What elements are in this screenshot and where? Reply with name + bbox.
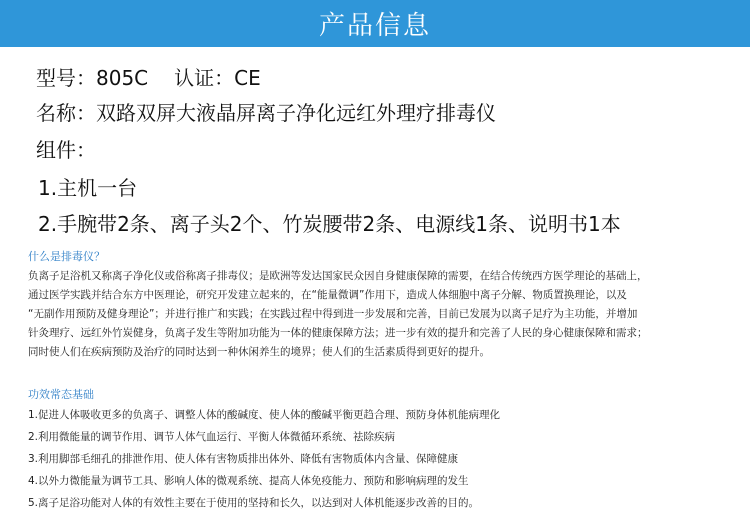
- model-value: 805C: [96, 66, 149, 90]
- model-cert-line: [36, 62, 261, 91]
- name-label: 名称：: [36, 101, 96, 125]
- header-bar: [0, 0, 750, 47]
- component-item: 2.手腕带2条、离子头2个、竹炭腰带2条、电源线1条、说明书1本: [38, 212, 621, 236]
- cert-label: 认证：: [174, 66, 235, 90]
- product-name-line: [36, 97, 496, 126]
- list-item: 3.利用脚部毛细孔的排泄作用、使人体有害物质排出体外、降低有害物质体内含量、保障健康: [28, 453, 459, 465]
- component-item: 1.主机一台: [38, 176, 138, 200]
- paragraph-line: “无副作用预防及健身理论”；并进行推广和实践；在实践过程中得到进一步发展和完善，目前已发展为以离子足疗为主功能，并增加: [28, 308, 638, 320]
- model-label: 型号：: [36, 66, 96, 90]
- list-item: 5.离子足浴功能对人体的有效性主要在于使用的坚持和长久，以达到对人体机能逐步改善的目的。: [28, 497, 480, 509]
- paragraph-line: 同时使人们在疾病预防及治疗的同时达到一种休闲养生的境界；使人们的生活素质得到更好的提升。: [28, 346, 490, 358]
- efficacy-list: [28, 404, 728, 514]
- cert-value: CE: [234, 66, 261, 90]
- list-item: 4.以外力微能量为调节工具、影响人体的微观系统、提高人体免疫能力、预防和影响病理的发生: [28, 475, 469, 487]
- about-section-title: 什么是排毒仪？: [28, 250, 105, 263]
- list-item: 1.促进人体吸收更多的负离子、调整人体的酸碱度、使人体的酸碱平衡更趋合理、预防身体机能病理化: [28, 409, 501, 421]
- about-paragraph: [28, 267, 728, 362]
- list-item: 2.利用微能量的调节作用、调节人体气血运行、平衡人体微循环系统、祛除疾病: [28, 431, 396, 443]
- components-label: 组件：: [36, 138, 96, 162]
- efficacy-section-title: 功效常态基础: [28, 388, 94, 401]
- paragraph-line: 负离子足浴机又称离子净化仪或俗称离子排毒仪；是欧洲等发达国家民众因自身健康保障的需要，在结合传统西方医学理论的基础上，: [28, 270, 648, 282]
- page-title: 产品信息: [318, 11, 431, 41]
- paragraph-line: 针灸理疗、远红外竹炭健身，负离子发生等附加功能为一体的健康保障方法；进一步有效的提升和完善了人民的身心健康保障和需求；: [28, 327, 648, 339]
- name-value: 双路双屏大液晶屏离子净化远红外理疗排毒仪: [96, 101, 496, 125]
- paragraph-line: 通过医学实践并结合东方中医理论，研究开发建立起来的，在“能量微调”作用下，造成人体细胞中离子分解、物质置换理论，以及: [28, 289, 627, 301]
